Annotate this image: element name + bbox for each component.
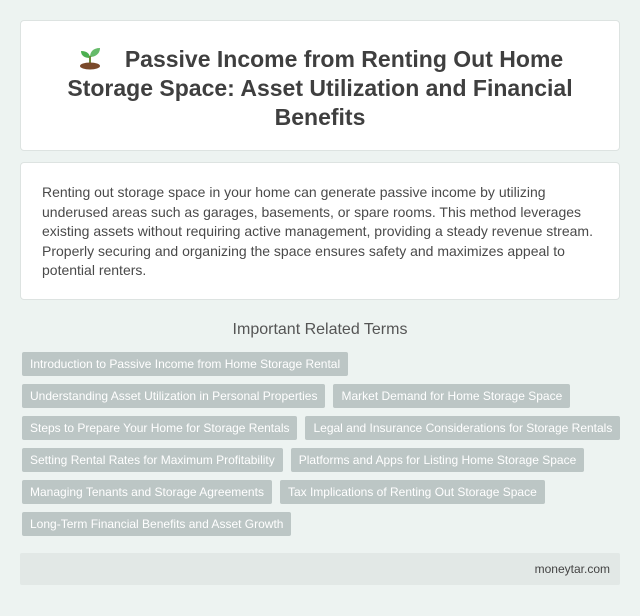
tag-row [22, 480, 622, 504]
related-term-tag[interactable]: Tax Implications of Renting Out Storage Space [280, 480, 545, 504]
related-term-tag[interactable]: Market Demand for Home Storage Space [333, 384, 570, 408]
related-term-tag[interactable]: Understanding Asset Utilization in Personal Properties [22, 384, 325, 408]
related-term-tag[interactable]: Steps to Prepare Your Home for Storage Rentals [22, 416, 297, 440]
related-term-tag[interactable]: Legal and Insurance Considerations for Storage Rentals [305, 416, 620, 440]
related-term-tag[interactable]: Setting Rental Rates for Maximum Profitability [22, 448, 283, 472]
footer-bar [20, 553, 620, 585]
tag-row [22, 384, 622, 408]
tag-row [22, 448, 622, 472]
related-terms-list [22, 352, 622, 544]
page-title-text: Passive Income from Renting Out Home Storage Space: Asset Utilization and Financial Benefits [67, 46, 573, 130]
intro-card [20, 162, 620, 300]
related-terms-heading: Important Related Terms [232, 321, 408, 338]
sprout-icon [77, 46, 103, 70]
related-term-tag[interactable]: Long-Term Financial Benefits and Asset Growth [22, 512, 291, 536]
intro-paragraph: Renting out storage space in your home can generate passive income by utilizing underused areas such as garages, basements, or spare rooms. This method leverages existing assets without requiring active management, providing a steady revenue stream. Properly securing and organizing the space ensures safety and maximizes appeal to potential renters. [42, 184, 593, 278]
related-term-tag[interactable]: Platforms and Apps for Listing Home Storage Space [291, 448, 584, 472]
site-link[interactable]: moneytar.com [534, 562, 610, 576]
tag-row [22, 512, 622, 536]
tag-row [22, 416, 622, 440]
tag-row [22, 352, 622, 376]
related-term-tag[interactable]: Managing Tenants and Storage Agreements [22, 480, 272, 504]
title-card [20, 20, 620, 151]
page-title [41, 45, 599, 132]
related-term-tag[interactable]: Introduction to Passive Income from Home Storage Rental [22, 352, 348, 376]
